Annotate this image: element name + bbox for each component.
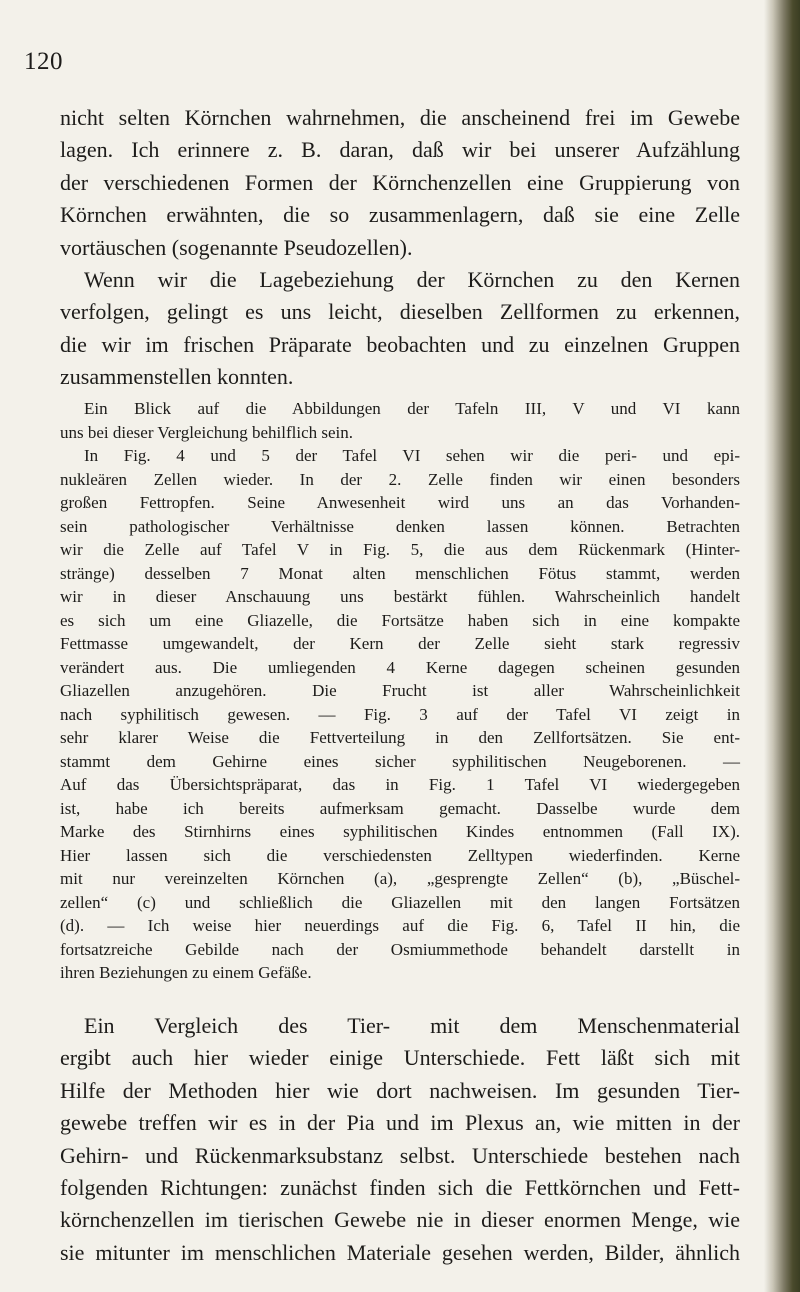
- text-line: nach syphilitisch gewesen. — Fig. 3 auf der Tafel VI zeigt in: [60, 704, 740, 724]
- text-line: (d). — Ich weise hier neuerdings auf die Fig. 6, Tafel II hin, die: [60, 916, 740, 935]
- text-line: nicht selten Körnchen wahrnehmen, die anscheinend frei im Gewebe: [60, 105, 740, 130]
- text-line: Ein Vergleich des Tier- mit dem Menschenmaterial: [84, 1013, 740, 1038]
- text-line: körnchenzellen im tierischen Gewebe nie in dieser enormen Menge, wie: [60, 1207, 740, 1233]
- text-line: großen Fettropfen. Seine Anwesenheit wird uns an das Vorhanden-: [60, 493, 740, 512]
- text-line: sehr klarer Weise die Fettverteilung in den Zellfortsätzen. Sie ent-: [60, 728, 740, 747]
- text-line: wir in dieser Anschauung uns bestärkt fühlen. Wahrscheinlich handelt: [60, 587, 740, 606]
- text-line: sein pathologischer Verhältnisse denken lassen können. Betrachten: [60, 516, 740, 536]
- text-line: wir die Zelle auf Tafel V in Fig. 5, die aus dem Rückenmark (Hinter-: [60, 540, 740, 559]
- text-line: folgenden Richtungen: zunächst finden sich die Fettkörnchen und Fett-: [60, 1174, 740, 1200]
- text-line: vortäuschen (sogenannte Pseudozellen).: [60, 234, 413, 260]
- text-line: ist, habe ich bereits aufmerksam gemacht. Dasselbe wurde dem: [60, 798, 740, 818]
- text-line: ergibt auch hier wieder einige Unterschiede. Fett läßt sich mit: [60, 1045, 740, 1071]
- text-line: verändert aus. Die umliegenden 4 Kerne dagegen scheinen gesunden: [60, 657, 740, 677]
- paragraph-figures-note: [60, 397, 740, 985]
- text-line: Hilfe der Methoden hier wie dort nachweisen. Im gesunden Tier-: [60, 1077, 740, 1103]
- paragraph-intro: [60, 102, 740, 394]
- text-line: uns bei dieser Vergleichung behilflich sein.: [60, 422, 354, 442]
- text-line: ihren Beziehungen zu einem Gefäße.: [60, 963, 312, 982]
- text-line: In Fig. 4 und 5 der Tafel VI sehen wir die peri- und epi-: [84, 446, 740, 465]
- text-line: Marke des Stirnhirns eines syphilitischen Kindes entnommen (Fall IX).: [60, 822, 740, 841]
- text-line: Ein Blick auf die Abbildungen der Tafeln III, V und VI kann: [84, 399, 740, 418]
- text-line: Auf das Übersichtspräparat, das in Fig. 1 Tafel VI wiedergegeben: [60, 775, 740, 794]
- text-line: die wir im frischen Präparate beobachten und zu einzelnen Gruppen: [60, 331, 740, 357]
- text-line: Gliazellen anzugehören. Die Frucht ist aller Wahrscheinlichkeit: [60, 681, 740, 700]
- text-line: es sich um eine Gliazelle, die Fortsätze haben sich in eine kompakte: [60, 610, 740, 630]
- text-line: der verschiedenen Formen der Körnchenzellen eine Gruppierung von: [60, 169, 740, 195]
- text-line: zusammenstellen konnten.: [60, 364, 294, 390]
- text-line: Fettmasse umgewandelt, der Kern der Zelle sieht stark regressiv: [60, 634, 740, 653]
- text-line: stränge) desselben 7 Monat alten menschlichen Fötus stammt, werden: [60, 563, 740, 583]
- paragraph-comparison: [60, 1010, 740, 1269]
- text-line: lagen. Ich erinnere z. B. daran, daß wir bei unserer Aufzählung: [60, 137, 740, 163]
- page-edge-shadow: [764, 0, 800, 1292]
- page-number: 120: [24, 48, 63, 75]
- text-line: nukleären Zellen wieder. In der 2. Zelle finden wir einen besonders: [60, 469, 740, 489]
- text-line: mit nur vereinzelten Körnchen (a), „gesprengte Zellen“ (b), „Büschel-: [60, 869, 740, 888]
- text-line: zellen“ (c) und schließlich die Gliazellen mit den langen Fortsätzen: [60, 892, 740, 912]
- text-line: verfolgen, gelingt es uns leicht, dieselben Zellformen zu erkennen,: [60, 299, 740, 325]
- text-line: Hier lassen sich die verschiedensten Zelltypen wiederfinden. Kerne: [60, 845, 740, 865]
- text-line: Körnchen erwähnten, die so zusammenlagern, daß sie eine Zelle: [60, 202, 740, 228]
- text-line: gewebe treffen wir es in der Pia und im Plexus an, wie mitten in der: [60, 1110, 740, 1136]
- text-line: fortsatzreiche Gebilde nach der Osmiummethode behandelt darstellt in: [60, 939, 740, 959]
- text-line: stammt dem Gehirne eines sicher syphilitischen Neugeborenen. —: [60, 751, 740, 771]
- text-line: Gehirn- und Rückenmarksubstanz selbst. Unterschiede bestehen nach: [60, 1142, 740, 1168]
- text-line: sie mitunter im menschlichen Materiale gesehen werden, Bilder, ähnlich: [60, 1239, 740, 1265]
- text-line: Wenn wir die Lagebeziehung der Körnchen zu den Kernen: [84, 266, 740, 292]
